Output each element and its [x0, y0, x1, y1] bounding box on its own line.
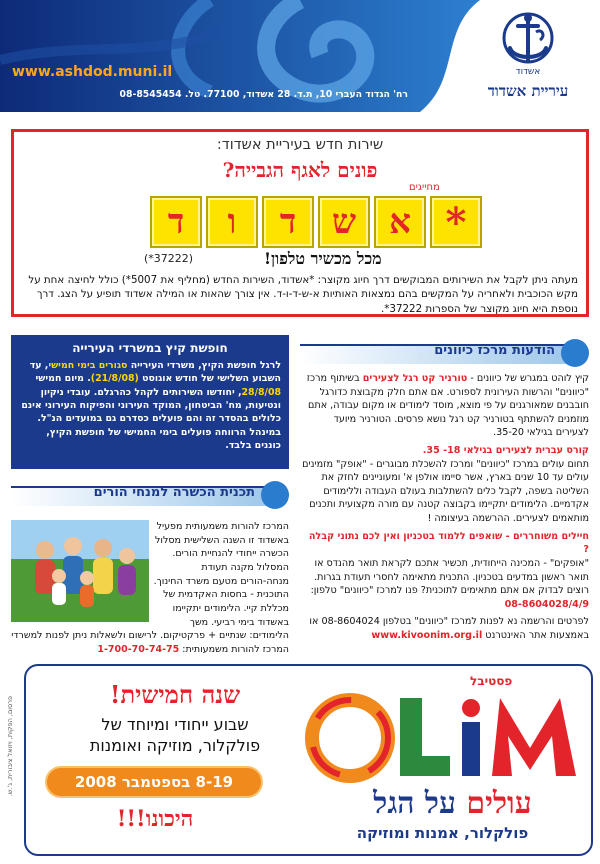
website-url[interactable]: www.ashdod.muni.il	[12, 64, 173, 80]
kivoonim-text	[300, 372, 589, 647]
kivoonim-link[interactable]: www.kivoonim.org.il	[371, 629, 483, 641]
al-hagal-word: על הגל	[373, 786, 456, 821]
course-body: תחום עולים במרכז "כיוונים" ומרכז להשכלת מבוגרים - "אופק" מזמינים עולים עד 10 שנים בארץ, אשר סיימו אולפן א' ומעוניינים לחזק את השליטה בשפה, לקבל כלים להשתלבות בעולם העבודה וללימודים אקדמיים. הלימודים יתקיימו בקבוצה קטנה עם מורה מקצועית ותכנים מותאמים לצעירים. ההרשמה בעיצומה !	[302, 458, 589, 525]
festival-label: פסטיבל	[470, 674, 513, 688]
kivoonim-heading: הודעות מרכז כיוונים	[434, 343, 555, 358]
tile-letter: ו	[206, 196, 258, 248]
swirl-icon	[261, 481, 289, 509]
olim-festival-logo	[297, 688, 590, 788]
summer-text: . מיום חמישי	[35, 373, 91, 385]
logo-i-stem	[462, 722, 480, 776]
olim-hebrew-title	[325, 786, 580, 821]
family-photo	[11, 520, 149, 622]
dialing-notice-box	[11, 129, 589, 317]
summer-hours-box	[11, 335, 289, 469]
print-credit: פרסום, הפקות, ויזואל ציבורית, ג'.ש.	[6, 696, 14, 797]
phone-number: 1-700-70-74-75	[97, 644, 180, 656]
technion-title: חיילים משוחררים - שואפים ללמוד בטכניון ואין לכם נתוני קבלה ?	[308, 530, 589, 556]
city-logo	[468, 8, 588, 108]
summer-text: לרגל חופשת הקיץ, משרדי העירייה	[127, 360, 281, 371]
paragraph	[300, 530, 589, 612]
header-banner	[0, 0, 600, 112]
text: לפרטים והרשמה נא לפנות למרכז "כיוונים" בטלפון 08-8604024 או באמצעות אתר האינטרנט	[309, 616, 589, 641]
get-ready-text: היכונו!!!	[116, 806, 194, 832]
logo-m	[492, 698, 576, 776]
festival-dates: 8-19 בספטמבר 2008	[45, 766, 263, 798]
summer-date: (21/8/08)	[90, 373, 139, 385]
logo-l-foot	[400, 756, 450, 776]
tile-star: *	[430, 196, 482, 248]
numeric-code: (*37222)	[144, 252, 194, 265]
summer-body	[19, 359, 281, 452]
text: קיץ לוהט במגרש של כיוונים -	[467, 373, 589, 384]
notice-question: פונים לאגף הגבייה?	[222, 158, 378, 182]
notice-intro: שירות חדש בעיריית אשדוד:	[216, 137, 384, 153]
logo-lettering: OLiM	[297, 688, 300, 689]
dial-code-tiles	[142, 196, 482, 248]
city-name: עיריית אשדוד	[487, 82, 569, 100]
swirl-icon	[561, 339, 589, 367]
summer-date: 28/8/08	[241, 386, 281, 398]
kivoonim-section-header	[300, 340, 589, 366]
tile-letter: ד	[150, 196, 202, 248]
paragraph	[300, 615, 589, 642]
contact-address: רח' הגדוד העברי 10, ת.ד. 28 אשדוד, 77100. טל. 08-8545454	[119, 89, 408, 100]
paragraph	[300, 372, 589, 440]
logo-i-dot	[462, 699, 480, 717]
family-illustration	[11, 520, 149, 622]
parents-section-header	[11, 482, 289, 508]
summer-highlight: סגורים בימי חמישי	[48, 360, 128, 371]
parents-body: המרכז להורות משמעותית מפעיל באשדוד זו השנה השלישית מסלול הכשרה ייחודי להנחיית הורים. המסלול מקנה תעודת מנחה-הורים מטעם משרד החינוך. התוכנית - בחסות האקדמית של מכללת קיי. הלימודים יתקיימו באשדוד בימי רביעי. משך הלימודים: שנתיים + פרקטיקום. לרישום ולשאלות ניתן לפנות למשרדי המרכז להורות משמעותית:	[11, 521, 289, 656]
tile-letter: ד	[262, 196, 314, 248]
tile-letter: א	[374, 196, 426, 248]
festival-tagline: פולקלור, מוזיקה ואומנות	[89, 736, 261, 755]
tile-letter: ש	[318, 196, 370, 248]
phone-number: 08-8604028/4/9	[504, 598, 589, 610]
fifth-year-headline: שנה חמישית!	[109, 680, 241, 709]
parents-heading: תכנית הכשרה למנחי הורים	[93, 485, 255, 500]
course-title: קורס עברית לצעירים בגילאי 18- 35.	[422, 445, 589, 457]
summer-title: חופשת קיץ במשרדי העירייה	[72, 341, 228, 355]
logo-lettering: אשדוד	[515, 67, 541, 77]
notice-body: מעתה ניתן לקבל את השירותים המבוקשים דרך חיוג מקוצר: *אשדוד, השירות החדש (מחליף את 5007*) כולל לחיצה אחת על מקש הכוכבית ולאחריה על המקשים בהם נמצאות האותיות א-ש-ד-ו-ד. אין צורך שהאות או המילה אשדוד תופיע על הצג. דרך נוספת היא חיוג מקוצר של הספרות 37222*.	[28, 274, 578, 315]
dial-label: מחייגים	[409, 182, 440, 193]
from-any-phone: מכל מכשיר טלפון!	[264, 249, 382, 268]
paragraph	[300, 444, 589, 526]
olim-word: עולים	[466, 786, 532, 821]
summer-text: , עד השבוע השלישי של חודש אוגוסט	[29, 360, 281, 385]
olim-subtitle: פולקלור, אמנות ומוזיקה	[356, 824, 529, 842]
anchor-emblem-icon	[492, 8, 564, 80]
highlight: טורניר קט רגל לצעירים	[362, 373, 468, 384]
technion-body: "אופקים" - המכינה הייחודית, תכשיר אתכם לקראת תואר מהנדס או תואר ראשון במדעים בטכניון. התכנית מתאימה לחסרי תעודת בגרות. רוצים לבדוק אם אתם מתאימים לתוכנית? פנו למרכז "כיוונים" טלפון:	[310, 557, 589, 597]
summer-text: , יחודשו השירותים לקהל כהרגלם. עובדי ניקיון ונטיעות, מח' הביטחון, המוקד העירוני והפיקוח העירוני אינם כלולים בהסדר זה והם פועלים כסדרם גם במועדים הנ"ל. במינהל הרווחה פועלים בימי החמישי של חופשת הקיץ, כוננים בלבד.	[21, 386, 281, 452]
text: בשיתוף מרכז "כיוונים" והרשות העירונית לספורט. אם אתם חלק מקבוצת כדורגל חובבנים שמאורגנים על פי מוצא, מוסד לימודים או מקום עבודה, אתם מוזמנים להשתתף בטורניר קט רגל נושא פרסים. הטורניר מיועד לצעירים בגילאי 35-20.	[306, 373, 589, 439]
festival-tagline: שבוע ייחודי ומיוחד של	[101, 715, 249, 734]
